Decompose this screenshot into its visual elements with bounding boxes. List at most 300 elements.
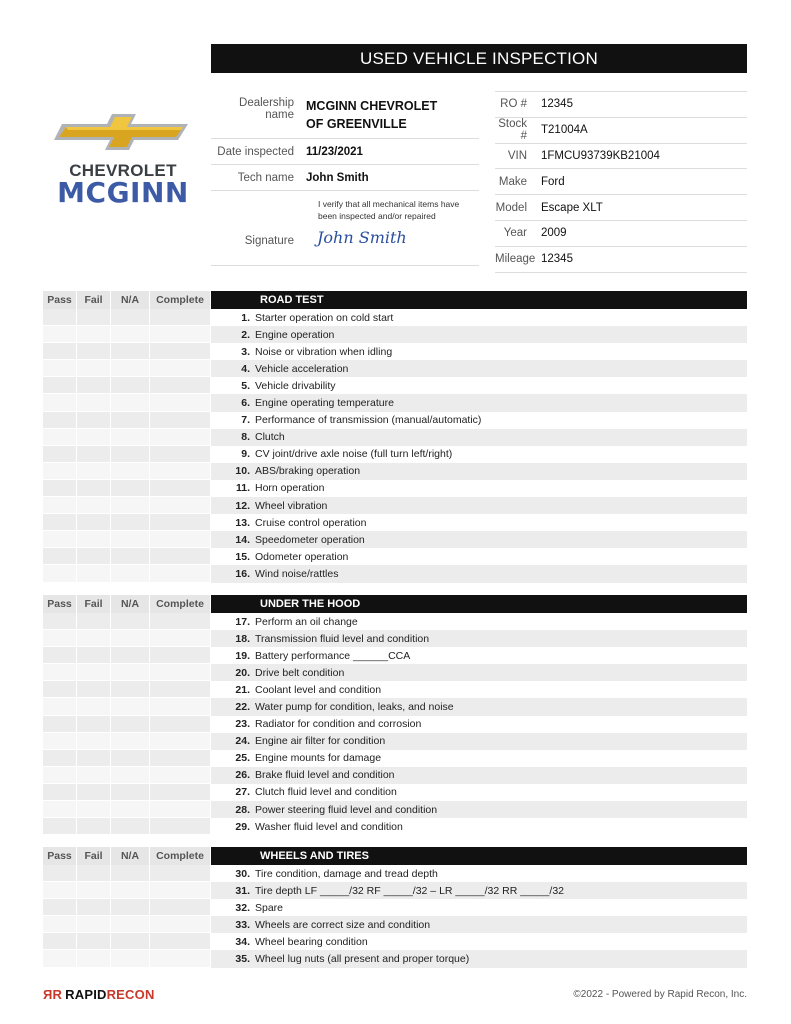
pass-checkbox[interactable] — [43, 531, 77, 548]
item-number: 17. — [235, 615, 250, 628]
na-checkbox[interactable] — [111, 767, 150, 784]
date-inspected-label: Date inspected — [217, 145, 294, 158]
checklist-item-text — [211, 681, 747, 698]
fail-checkbox[interactable] — [77, 933, 111, 950]
vehicle-info-row — [495, 221, 747, 247]
fail-checkbox[interactable] — [77, 309, 111, 326]
complete-checkbox[interactable] — [150, 647, 211, 664]
na-checkbox[interactable] — [111, 950, 150, 967]
complete-checkbox[interactable] — [150, 480, 211, 497]
pass-checkbox[interactable] — [43, 681, 77, 698]
pass-checkbox[interactable] — [43, 377, 77, 394]
column-header-pass: Pass — [43, 847, 77, 865]
fail-checkbox[interactable] — [77, 548, 111, 565]
column-header-fail: Fail — [77, 847, 111, 865]
checklist-item-text — [211, 784, 747, 801]
complete-checkbox[interactable] — [150, 429, 211, 446]
complete-checkbox[interactable] — [150, 750, 211, 767]
na-checkbox[interactable] — [111, 916, 150, 933]
vehicle-info-label: VIN — [507, 149, 527, 162]
fail-checkbox[interactable] — [77, 865, 111, 882]
complete-checkbox[interactable] — [150, 950, 211, 967]
na-checkbox[interactable] — [111, 681, 150, 698]
pass-checkbox[interactable] — [43, 412, 77, 429]
item-number: 5. — [241, 379, 250, 392]
checklist-item — [43, 565, 747, 582]
checklist-item — [43, 882, 747, 899]
item-description: Battery performance ______CCA — [255, 649, 411, 662]
na-checkbox[interactable] — [111, 360, 150, 377]
item-description: Wheel lug nuts (all present and proper torque) — [255, 953, 470, 966]
pass-checkbox[interactable] — [43, 784, 77, 801]
complete-checkbox[interactable] — [150, 630, 211, 647]
checklist-item — [43, 613, 747, 630]
column-header-fail: Fail — [77, 291, 111, 309]
checklist-section — [43, 595, 747, 835]
section-title: ROAD TEST — [211, 291, 747, 309]
pass-checkbox[interactable] — [43, 818, 77, 835]
checklist-item-text — [211, 497, 747, 514]
item-number: 7. — [241, 414, 250, 427]
rapid-recon-mark-icon: ЯR — [43, 987, 63, 1002]
fail-checkbox[interactable] — [77, 514, 111, 531]
fail-checkbox[interactable] — [77, 613, 111, 630]
fail-checkbox[interactable] — [77, 326, 111, 343]
na-checkbox[interactable] — [111, 463, 150, 480]
complete-checkbox[interactable] — [150, 767, 211, 784]
checklist-item — [43, 497, 747, 514]
checklist-item-text — [211, 882, 747, 899]
checklist-item-text — [211, 394, 747, 411]
section-header — [43, 847, 747, 865]
checklist-item — [43, 429, 747, 446]
item-number: 33. — [235, 918, 250, 931]
item-description: Engine air filter for condition — [255, 735, 386, 748]
item-description: Wheels are correct size and condition — [255, 918, 431, 931]
complete-checkbox[interactable] — [150, 613, 211, 630]
item-number: 28. — [235, 803, 250, 816]
checklist-item-text — [211, 801, 747, 818]
checklist-item-text — [211, 531, 747, 548]
complete-checkbox[interactable] — [150, 548, 211, 565]
checklist-item-text — [211, 630, 747, 647]
signature-value: John Smith — [317, 228, 407, 247]
complete-checkbox[interactable] — [150, 377, 211, 394]
checklist-item-text — [211, 916, 747, 933]
vehicle-info-row — [495, 118, 747, 144]
vehicle-info-value: 12345 — [541, 253, 573, 266]
checklist-item-text — [211, 326, 747, 343]
na-checkbox[interactable] — [111, 613, 150, 630]
checklist-item-text — [211, 565, 747, 582]
item-number: 22. — [235, 701, 250, 714]
complete-checkbox[interactable] — [150, 784, 211, 801]
item-description: Engine operating temperature — [255, 397, 394, 410]
complete-checkbox[interactable] — [150, 933, 211, 950]
pass-checkbox[interactable] — [43, 429, 77, 446]
vehicle-info-value: Ford — [541, 175, 565, 188]
checklist-item — [43, 480, 747, 497]
column-header-pass: Pass — [43, 291, 77, 309]
vehicle-info-label: Model — [495, 201, 527, 214]
checklist-item-text — [211, 446, 747, 463]
fail-checkbox[interactable] — [77, 630, 111, 647]
na-checkbox[interactable] — [111, 480, 150, 497]
fail-checkbox[interactable] — [77, 767, 111, 784]
column-header-na: N/A — [111, 847, 150, 865]
item-number: 30. — [235, 867, 250, 880]
pass-checkbox[interactable] — [43, 664, 77, 681]
checklist-item-text — [211, 429, 747, 446]
item-description: Drive belt condition — [255, 666, 345, 679]
checklist-item — [43, 733, 747, 750]
item-description: Wheel bearing condition — [255, 935, 368, 948]
vehicle-info-row — [495, 247, 747, 273]
tech-name-value: John Smith — [306, 171, 369, 184]
dealer-logo — [48, 108, 196, 208]
na-checkbox[interactable] — [111, 630, 150, 647]
pass-checkbox[interactable] — [43, 716, 77, 733]
pass-checkbox[interactable] — [43, 497, 77, 514]
item-description: Wind noise/rattles — [255, 567, 339, 580]
vehicle-info-row — [495, 144, 747, 170]
logo-recon: RECON — [106, 987, 155, 1002]
item-number: 21. — [235, 683, 250, 696]
pass-checkbox[interactable] — [43, 326, 77, 343]
verify-statement: I verify that all mechanical items have been inspected and/or repaired — [318, 199, 460, 221]
item-description: Engine mounts for damage — [255, 752, 382, 765]
complete-checkbox[interactable] — [150, 916, 211, 933]
checklist-section — [43, 291, 747, 583]
checklist-item — [43, 681, 747, 698]
fail-checkbox[interactable] — [77, 664, 111, 681]
item-description: Odometer operation — [255, 550, 349, 563]
pass-checkbox[interactable] — [43, 933, 77, 950]
item-description: Water pump for condition, leaks, and noise — [255, 701, 454, 714]
vehicle-info-value: T21004A — [541, 124, 588, 137]
column-header-fail: Fail — [77, 595, 111, 613]
pass-checkbox[interactable] — [43, 950, 77, 967]
item-number: 25. — [235, 752, 250, 765]
pass-checkbox[interactable] — [43, 343, 77, 360]
column-header-na: N/A — [111, 595, 150, 613]
fail-checkbox[interactable] — [77, 497, 111, 514]
fail-checkbox[interactable] — [77, 463, 111, 480]
complete-checkbox[interactable] — [150, 801, 211, 818]
checklist-item — [43, 309, 747, 326]
pass-checkbox[interactable] — [43, 750, 77, 767]
complete-checkbox[interactable] — [150, 565, 211, 582]
na-checkbox[interactable] — [111, 377, 150, 394]
pass-checkbox[interactable] — [43, 394, 77, 411]
vehicle-info-value: 2009 — [541, 227, 567, 240]
na-checkbox[interactable] — [111, 497, 150, 514]
checklist-item — [43, 767, 747, 784]
na-checkbox[interactable] — [111, 750, 150, 767]
vehicle-info-label: Year — [503, 227, 527, 240]
checklist-item — [43, 360, 747, 377]
pass-checkbox[interactable] — [43, 514, 77, 531]
fail-checkbox[interactable] — [77, 446, 111, 463]
dealership-name-line2: OF GREENVILLE — [306, 117, 407, 131]
item-number: 19. — [235, 649, 250, 662]
item-number: 32. — [235, 901, 250, 914]
tech-name-row — [211, 165, 479, 191]
complete-checkbox[interactable] — [150, 733, 211, 750]
logo-rapid: RAPID — [65, 987, 107, 1002]
complete-checkbox[interactable] — [150, 326, 211, 343]
fail-checkbox[interactable] — [77, 681, 111, 698]
checklist-item — [43, 548, 747, 565]
pass-checkbox[interactable] — [43, 767, 77, 784]
item-number: 31. — [235, 884, 250, 897]
na-checkbox[interactable] — [111, 343, 150, 360]
na-checkbox[interactable] — [111, 882, 150, 899]
checklist-item-text — [211, 899, 747, 916]
date-inspected-value: 11/23/2021 — [306, 145, 363, 158]
pass-checkbox[interactable] — [43, 916, 77, 933]
complete-checkbox[interactable] — [150, 865, 211, 882]
item-description: Brake fluid level and condition — [255, 769, 395, 782]
vehicle-info-label: Stock # — [498, 118, 527, 143]
fail-checkbox[interactable] — [77, 801, 111, 818]
checklist-item — [43, 446, 747, 463]
complete-checkbox[interactable] — [150, 531, 211, 548]
fail-checkbox[interactable] — [77, 818, 111, 835]
item-description: Wheel vibration — [255, 499, 328, 512]
fail-checkbox[interactable] — [77, 882, 111, 899]
complete-checkbox[interactable] — [150, 716, 211, 733]
checklist-item-text — [211, 412, 747, 429]
pass-checkbox[interactable] — [43, 698, 77, 715]
item-number: 29. — [235, 820, 250, 833]
checklist-item-text — [211, 360, 747, 377]
fail-checkbox[interactable] — [77, 916, 111, 933]
item-description: Clutch — [255, 431, 285, 444]
na-checkbox[interactable] — [111, 733, 150, 750]
fail-checkbox[interactable] — [77, 343, 111, 360]
checklist-item — [43, 784, 747, 801]
item-description: Transmission fluid level and condition — [255, 632, 430, 645]
na-checkbox[interactable] — [111, 865, 150, 882]
complete-checkbox[interactable] — [150, 463, 211, 480]
item-description: Vehicle drivability — [255, 379, 336, 392]
checklist-item — [43, 716, 747, 733]
checklist-item — [43, 377, 747, 394]
checklist-item — [43, 463, 747, 480]
vehicle-info-label: RO # — [500, 98, 527, 111]
na-checkbox[interactable] — [111, 446, 150, 463]
item-description: Speedometer operation — [255, 533, 365, 546]
date-inspected-row — [211, 139, 479, 165]
fail-checkbox[interactable] — [77, 480, 111, 497]
item-number: 8. — [241, 431, 250, 444]
vehicle-info-label: Make — [498, 175, 527, 188]
complete-checkbox[interactable] — [150, 309, 211, 326]
na-checkbox[interactable] — [111, 664, 150, 681]
complete-checkbox[interactable] — [150, 412, 211, 429]
na-checkbox[interactable] — [111, 647, 150, 664]
fail-checkbox[interactable] — [77, 394, 111, 411]
na-checkbox[interactable] — [111, 565, 150, 582]
checklist-item — [43, 698, 747, 715]
na-checkbox[interactable] — [111, 429, 150, 446]
item-description: ABS/braking operation — [255, 465, 361, 478]
item-number: 26. — [235, 769, 250, 782]
complete-checkbox[interactable] — [150, 818, 211, 835]
checklist-item-text — [211, 309, 747, 326]
item-number: 20. — [235, 666, 250, 679]
pass-checkbox[interactable] — [43, 446, 77, 463]
item-description: Tire depth LF _____/32 RF _____/32 – LR _____/32 RR _____/32 — [255, 884, 564, 897]
item-description: Cruise control operation — [255, 516, 367, 529]
checklist-item-text — [211, 613, 747, 630]
fail-checkbox[interactable] — [77, 377, 111, 394]
pass-checkbox[interactable] — [43, 647, 77, 664]
complete-checkbox[interactable] — [150, 882, 211, 899]
complete-checkbox[interactable] — [150, 514, 211, 531]
fail-checkbox[interactable] — [77, 750, 111, 767]
vehicle-info — [495, 91, 747, 273]
checklist-item-text — [211, 377, 747, 394]
item-number: 24. — [235, 735, 250, 748]
checklist-item-text — [211, 647, 747, 664]
item-description: Horn operation — [255, 482, 325, 495]
pass-checkbox[interactable] — [43, 480, 77, 497]
dealer-name: MCGINN — [57, 176, 189, 209]
fail-checkbox[interactable] — [77, 899, 111, 916]
fail-checkbox[interactable] — [77, 531, 111, 548]
item-number: 27. — [235, 786, 250, 799]
fail-checkbox[interactable] — [77, 647, 111, 664]
item-description: Power steering fluid level and condition — [255, 803, 438, 816]
vehicle-info-row — [495, 195, 747, 221]
na-checkbox[interactable] — [111, 933, 150, 950]
item-number: 23. — [235, 718, 250, 731]
section-header — [43, 291, 747, 309]
item-description: Coolant level and condition — [255, 683, 382, 696]
item-number: 15. — [235, 550, 250, 563]
pass-checkbox[interactable] — [43, 630, 77, 647]
complete-checkbox[interactable] — [150, 681, 211, 698]
item-number: 9. — [241, 448, 250, 461]
checklist-item — [43, 630, 747, 647]
pass-checkbox[interactable] — [43, 463, 77, 480]
pass-checkbox[interactable] — [43, 899, 77, 916]
item-number: 11. — [235, 482, 250, 495]
item-number: 18. — [235, 632, 250, 645]
na-checkbox[interactable] — [111, 716, 150, 733]
column-header-na: N/A — [111, 291, 150, 309]
complete-checkbox[interactable] — [150, 698, 211, 715]
complete-checkbox[interactable] — [150, 497, 211, 514]
vehicle-info-value: 12345 — [541, 98, 573, 111]
column-header-complete: Complete — [150, 291, 211, 309]
dealership-name-value — [306, 97, 479, 138]
copyright: ©2022 - Powered by Rapid Recon, Inc. — [573, 989, 747, 1000]
na-checkbox[interactable] — [111, 309, 150, 326]
item-number: 6. — [241, 397, 250, 410]
na-checkbox[interactable] — [111, 514, 150, 531]
pass-checkbox[interactable] — [43, 882, 77, 899]
pass-checkbox[interactable] — [43, 865, 77, 882]
fail-checkbox[interactable] — [77, 716, 111, 733]
fail-checkbox[interactable] — [77, 565, 111, 582]
item-description: Clutch fluid level and condition — [255, 786, 397, 799]
item-number: 16. — [235, 567, 250, 580]
fail-checkbox[interactable] — [77, 950, 111, 967]
dealership-name-line1: MCGINN CHEVROLET — [306, 99, 438, 113]
complete-checkbox[interactable] — [150, 360, 211, 377]
checklist-item-text — [211, 750, 747, 767]
item-description: Tire condition, damage and tread depth — [255, 867, 438, 880]
fail-checkbox[interactable] — [77, 698, 111, 715]
complete-checkbox[interactable] — [150, 446, 211, 463]
na-checkbox[interactable] — [111, 531, 150, 548]
checklist-item — [43, 664, 747, 681]
complete-checkbox[interactable] — [150, 664, 211, 681]
checklist-item — [43, 899, 747, 916]
na-checkbox[interactable] — [111, 326, 150, 343]
tech-name-label: Tech name — [237, 171, 294, 184]
signature-row — [211, 191, 479, 266]
chevrolet-bowtie-icon — [52, 112, 194, 152]
complete-checkbox[interactable] — [150, 394, 211, 411]
fail-checkbox[interactable] — [77, 733, 111, 750]
na-checkbox[interactable] — [111, 698, 150, 715]
pass-checkbox[interactable] — [43, 548, 77, 565]
checklist-item — [43, 412, 747, 429]
checklist-item-text — [211, 343, 747, 360]
page-title: USED VEHICLE INSPECTION — [211, 44, 747, 73]
complete-checkbox[interactable] — [150, 343, 211, 360]
na-checkbox[interactable] — [111, 394, 150, 411]
pass-checkbox[interactable] — [43, 309, 77, 326]
item-description: Performance of transmission (manual/automatic) — [255, 414, 482, 427]
pass-checkbox[interactable] — [43, 565, 77, 582]
checklist-item — [43, 916, 747, 933]
na-checkbox[interactable] — [111, 784, 150, 801]
pass-checkbox[interactable] — [43, 801, 77, 818]
item-description: Radiator for condition and corrosion — [255, 718, 422, 731]
na-checkbox[interactable] — [111, 412, 150, 429]
complete-checkbox[interactable] — [150, 899, 211, 916]
pass-checkbox[interactable] — [43, 360, 77, 377]
fail-checkbox[interactable] — [77, 412, 111, 429]
checklist-item-text — [211, 933, 747, 950]
item-number: 4. — [241, 362, 250, 375]
na-checkbox[interactable] — [111, 801, 150, 818]
pass-checkbox[interactable] — [43, 733, 77, 750]
item-number: 35. — [235, 953, 250, 966]
item-description: Noise or vibration when idling — [255, 345, 393, 358]
checklist-section — [43, 847, 747, 968]
column-header-pass: Pass — [43, 595, 77, 613]
pass-checkbox[interactable] — [43, 613, 77, 630]
fail-checkbox[interactable] — [77, 360, 111, 377]
dealership-name-label: Dealership name — [239, 97, 294, 121]
item-number: 34. — [235, 935, 250, 948]
fail-checkbox[interactable] — [77, 429, 111, 446]
na-checkbox[interactable] — [111, 818, 150, 835]
na-checkbox[interactable] — [111, 548, 150, 565]
fail-checkbox[interactable] — [77, 784, 111, 801]
section-header — [43, 595, 747, 613]
item-number: 13. — [235, 516, 250, 529]
brand-name: CHEVROLET — [69, 161, 177, 180]
na-checkbox[interactable] — [111, 899, 150, 916]
checklist-item-text — [211, 698, 747, 715]
